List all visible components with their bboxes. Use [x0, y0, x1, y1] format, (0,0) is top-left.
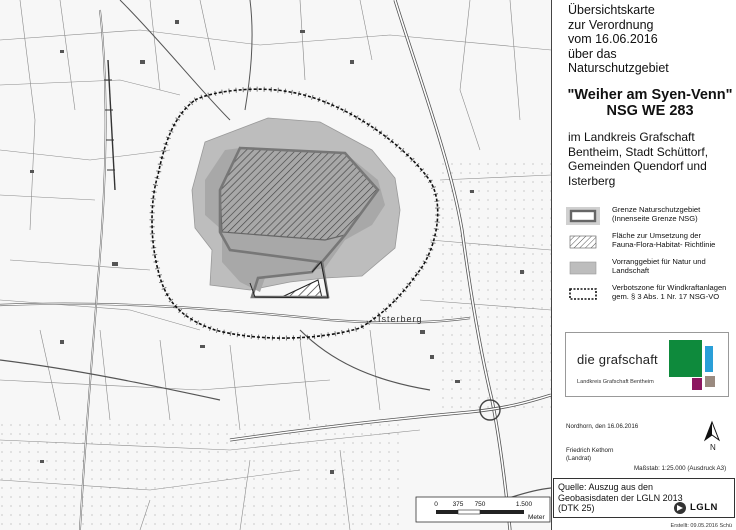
lgln-logo-text: LGLN [690, 502, 718, 513]
north-label: N [710, 443, 716, 452]
scale-label-1500: 1.500 [515, 501, 533, 508]
title-line: vom 16.06.2016 [568, 32, 658, 46]
created-note: Erstellt: 09.05.2016 Schü [670, 523, 732, 529]
legend-text-exclusion [612, 283, 736, 302]
district-line: im Landkreis Grafschaft [568, 130, 695, 144]
legend-line: Grenze Naturschutzgebiet [612, 205, 701, 214]
legend-item-boundary [566, 205, 736, 231]
legend-symbol-priority [566, 259, 600, 277]
legend-text-ffh [612, 231, 736, 250]
terrain-texture-south [0, 420, 400, 530]
signatory-role: (Landrat) [566, 455, 592, 462]
legend-symbol-exclusion [566, 285, 600, 303]
title-line: über das [568, 46, 617, 61]
source-text [558, 482, 688, 514]
nsg-id: NSG WE 283 [606, 103, 694, 119]
place-label-isterberg: Isterberg [378, 314, 423, 324]
place-date: Nordhorn, den 16.06.2016 [566, 423, 639, 430]
legend-panel [551, 0, 736, 530]
source-box [553, 478, 735, 518]
source-line: Quelle: Auszug aus den [558, 482, 654, 492]
lgln-logo-icon [672, 501, 688, 515]
map-title [568, 3, 733, 76]
source-line: (DTK 25) [558, 503, 595, 513]
logo-name: die grafschaft [577, 352, 658, 367]
district-logo [565, 332, 729, 397]
scale-bar [416, 497, 550, 522]
district-line: Isterberg [568, 173, 616, 188]
legend-item-ffh [566, 231, 736, 257]
legend-line: (Innenseite Grenze NSG) [612, 214, 698, 224]
logo-mark-icon [669, 340, 727, 394]
legend-text-boundary [612, 205, 736, 224]
logo-subtitle: Landkreis Grafschaft Bentheim [577, 379, 654, 385]
title-line: Naturschutzgebiet [568, 61, 669, 75]
signatory: Friedrich Kethorn [566, 447, 614, 454]
legend-text-priority [612, 257, 736, 276]
legend-line: Verbotszone für Windkraftanlagen [612, 283, 727, 292]
district-text [568, 130, 736, 188]
legend-line: gem. § 3 Abs. 1 Nr. 17 NSG-VO [612, 292, 720, 302]
scale-text: Maßstab: 1:25.000 (Ausdruck A3) [634, 465, 727, 472]
district-line: Gemeinden Quendorf und [568, 159, 707, 173]
legend-line: Landschaft [612, 266, 650, 276]
legend-line: Fläche zur Umsetzung der [612, 231, 702, 240]
title-line: zur Verordnung [568, 17, 654, 32]
legend-line: Vorranggebiet für Natur und [612, 257, 706, 266]
legend-symbol-hatch [566, 233, 600, 251]
source-line: Geobasisdaten der LGLN 2013 [558, 492, 683, 503]
legend-line: Fauna-Flora-Habitat- Richtlinie [612, 240, 716, 250]
scale-label-375: 375 [452, 501, 464, 508]
legend-item-exclusion [566, 283, 736, 309]
scale-label-750: 750 [474, 501, 486, 508]
legend-symbol-boundary [566, 207, 600, 225]
title-line: Übersichtskarte [568, 3, 655, 17]
legend-item-priority [566, 257, 736, 283]
scale-label-0: 0 [434, 501, 438, 508]
nsg-name: "Weiher am Syen-Venn" [567, 87, 733, 103]
scale-unit: Meter [528, 514, 545, 521]
district-line: Bentheim, Stadt Schüttorf, [568, 144, 709, 159]
